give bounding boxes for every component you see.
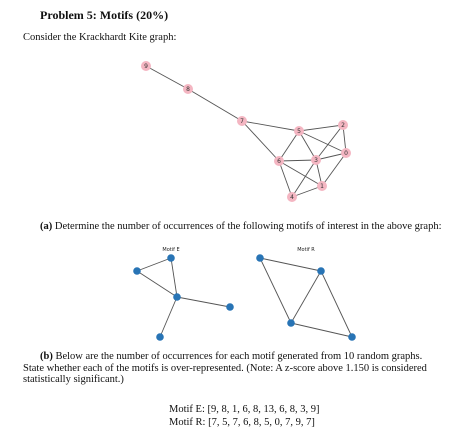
motif-e-figure: [133, 247, 234, 341]
kite-nodes: [141, 61, 351, 202]
motif-r-edge-2: [260, 258, 291, 323]
node-label-2: 2: [341, 122, 345, 129]
motif-e-counts: Motif E: [9, 8, 1, 6, 8, 13, 6, 8, 3, 9]: [169, 404, 320, 415]
motif-e-node: [226, 303, 234, 311]
part-b-label: (b): [40, 351, 53, 362]
edge-9-8: [146, 66, 188, 89]
motif-r-edge-5: [291, 323, 352, 337]
edge-5-2: [299, 125, 343, 131]
motif-r-node: [317, 267, 325, 275]
edge-3-6: [279, 160, 316, 161]
motif-r-node: [256, 254, 264, 262]
node-label-3: 3: [314, 157, 318, 164]
motif-e-node: [173, 293, 181, 301]
motif-r-node: [287, 319, 295, 327]
node-label-8: 8: [186, 86, 190, 93]
motif-e-edge-2: [137, 271, 177, 297]
intro-text: Consider the Krackhardt Kite graph:: [23, 32, 177, 43]
motif-r-figure: [256, 247, 356, 341]
edge-3-4: [292, 160, 316, 197]
node-label-9: 9: [144, 63, 148, 70]
node-label-6: 6: [277, 158, 281, 165]
kite-labels: [144, 63, 348, 201]
node-label-7: 7: [240, 118, 244, 125]
node-label-4: 4: [290, 194, 294, 201]
part-a-question: [40, 221, 470, 232]
motif-r-node: [348, 333, 356, 341]
part-b-line3: statistically significant.): [23, 374, 124, 385]
part-a-label: (a): [40, 221, 53, 232]
motif-e-node: [167, 254, 175, 262]
edge-8-7: [188, 89, 242, 121]
problem-heading: Problem 5: Motifs (20%): [40, 8, 169, 22]
part-a-text: Determine the number of occurrences of the following motifs of interest in the above graph:: [54, 221, 442, 232]
node-label-5: 5: [297, 128, 301, 135]
motif-e-node: [133, 267, 141, 275]
motif-r-title: Motif R: [297, 247, 315, 253]
node-label-1: 1: [320, 183, 324, 190]
motif-r-edge-3: [291, 271, 321, 323]
motif-e-edge-3: [171, 258, 177, 297]
edge-5-0: [299, 131, 346, 153]
part-b-line1: Below are the number of occurrences for each motif generated from 10 random graphs.: [55, 351, 423, 362]
edge-7-5: [242, 121, 299, 131]
part-b-line2: State whether each of the motifs is over-represented. (Note: A z-score above 1.150 is considered: [23, 362, 427, 374]
edge-5-6: [279, 131, 299, 161]
edge-7-6: [242, 121, 279, 161]
motif-e-edge-1: [137, 258, 171, 271]
motif-r-edge-4: [321, 271, 352, 337]
motif-r-counts: Motif R: [7, 5, 7, 6, 8, 5, 0, 7, 9, 7]: [169, 417, 315, 428]
motif-e-title: Motif E: [162, 247, 180, 253]
kite-edges: [146, 66, 346, 197]
edge-6-4: [279, 161, 292, 197]
motif-r-edge-1: [260, 258, 321, 271]
motif-e-node: [156, 333, 164, 341]
motif-e-edge-5: [160, 297, 177, 337]
node-label-0: 0: [344, 150, 348, 157]
motif-e-edge-4: [177, 297, 230, 307]
part-b-question: [23, 351, 468, 386]
